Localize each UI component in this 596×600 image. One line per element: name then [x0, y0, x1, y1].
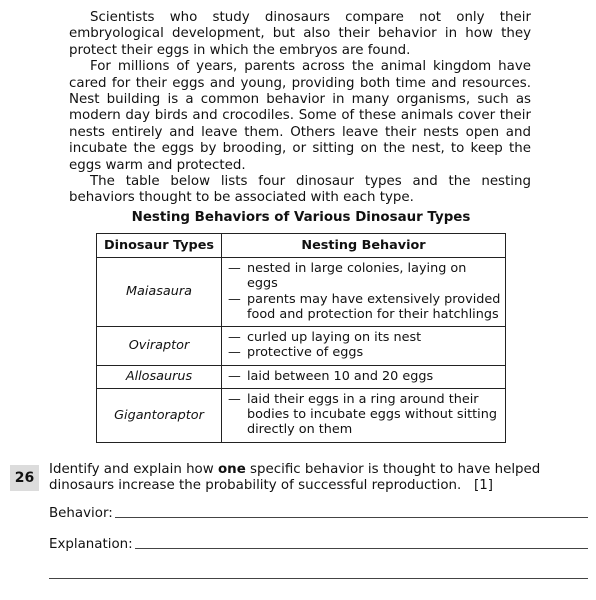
behavior-cell [222, 388, 506, 442]
table-row [97, 365, 506, 388]
behavior-text: protective of eggs [247, 345, 364, 361]
dash-bullet: — [228, 345, 241, 361]
reading-passage [69, 10, 531, 207]
dash-bullet: — [228, 329, 241, 345]
behavior-text: parents may have extensively provided food and protection for their hatchlings [247, 291, 501, 323]
explanation-label: Explanation: [49, 537, 133, 552]
table-row [97, 326, 506, 365]
question-text-start: Identify and explain how [49, 462, 218, 477]
question-text-end: specific behavior is thought to have helped dinosaurs increase the probability of successful reproduction. [49, 462, 541, 494]
dash-bullet: — [228, 368, 241, 384]
dash-bullet: — [228, 391, 241, 407]
dinosaur-type-cell: Gigantoraptor [97, 388, 222, 442]
question-number-badge: 26 [10, 465, 39, 491]
behavior-cell [222, 365, 506, 388]
behavior-item [228, 330, 501, 345]
table-row [97, 258, 506, 327]
table-header-row [97, 234, 506, 258]
behavior-text: laid their eggs in a ring around their bodies to incubate eggs without sitting directly on them [247, 391, 497, 438]
question-prompt [49, 462, 589, 495]
dinosaur-type-cell: Maiasaura [97, 258, 222, 327]
behavior-item [228, 292, 501, 323]
behavior-answer-row [49, 506, 588, 521]
behavior-item [228, 261, 501, 292]
passage-paragraph-2: For millions of years, parents across the animal kingdom have cared for their eggs and young, providing both time and resources. Nest building is a common behavior in many organisms, such as modern day birds and crocodiles. Some of these animals cover their nests entirely and leave them. Others leave their nests open and incubate the eggs by brooding, or sitting on the nest, to keep the eggs warm and protected. [69, 59, 531, 173]
passage-paragraph-1: Scientists who study dinosaurs compare not only their embryological development, but also their behavior in how they protect their eggs in which the embryos are found. [69, 10, 531, 58]
behavior-label: Behavior: [49, 506, 113, 521]
dinosaur-type-cell: Oviraptor [97, 326, 222, 365]
question-emphasis: one [217, 462, 246, 477]
nesting-behaviors-table [96, 233, 506, 443]
table-row [97, 388, 506, 442]
behavior-cell [222, 326, 506, 365]
passage-paragraph-3: The table below lists four dinosaur types and the nesting behaviors thought to be associated with each type. [69, 174, 531, 206]
dash-bullet: — [228, 291, 241, 307]
behavior-text: nested in large colonies, laying on eggs [247, 261, 467, 292]
behavior-text: laid between 10 and 20 eggs [247, 368, 434, 384]
behavior-answer-line[interactable] [115, 517, 588, 518]
dash-bullet: — [228, 261, 241, 276]
table-title: Nesting Behaviors of Various Dinosaur Types [131, 210, 471, 225]
behavior-item [228, 345, 501, 360]
behavior-item [228, 369, 501, 384]
dinosaur-type-cell: Allosaurus [97, 365, 222, 388]
explanation-answer-row [49, 537, 588, 552]
explanation-answer-line[interactable] [135, 548, 588, 549]
explanation-continuation-line[interactable] [49, 578, 588, 579]
behavior-text: curled up laying on its nest [247, 329, 422, 345]
behavior-item [228, 392, 501, 438]
question-points: [1] [474, 478, 494, 494]
header-dinosaur-types: Dinosaur Types [97, 234, 222, 258]
header-nesting-behavior: Nesting Behavior [222, 234, 506, 258]
behavior-cell [222, 258, 506, 327]
